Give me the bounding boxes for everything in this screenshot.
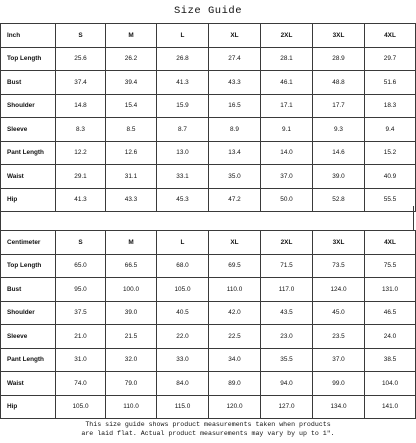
measurement-value: 26.8 [157, 47, 209, 71]
measurement-value: 40.9 [365, 165, 416, 189]
measurement-value: 141.0 [365, 395, 416, 419]
measurement-value: 35.5 [261, 348, 313, 372]
measurement-value: 69.5 [209, 254, 261, 278]
measurement-value: 22.5 [209, 325, 261, 349]
page-title: Size Guide [173, 5, 242, 17]
measurement-value: 110.0 [106, 395, 157, 419]
measurement-value: 117.0 [261, 278, 313, 302]
measurement-value: 43.3 [209, 71, 261, 95]
header-row [1, 24, 416, 48]
measurement-label: Waist [1, 165, 56, 189]
measurement-value: 9.3 [313, 118, 365, 142]
table-row [1, 118, 416, 142]
measurement-value: 29.7 [365, 47, 416, 71]
size-header: 3XL [313, 24, 365, 48]
size-header: 2XL [261, 231, 313, 255]
measurement-value: 8.3 [56, 118, 106, 142]
measurement-label: Bust [1, 71, 56, 95]
measurement-value: 15.9 [157, 94, 209, 118]
measurement-value: 14.0 [261, 141, 313, 165]
size-header: 3XL [313, 231, 365, 255]
measurement-value: 13.0 [157, 141, 209, 165]
size-header: 2XL [261, 24, 313, 48]
measurement-value: 127.0 [261, 395, 313, 419]
size-header: XL [209, 24, 261, 48]
measurement-value: 14.6 [313, 141, 365, 165]
measurement-value: 94.0 [261, 372, 313, 396]
measurement-value: 24.0 [365, 325, 416, 349]
measurement-label: Sleeve [1, 118, 56, 142]
measurement-value: 8.5 [106, 118, 157, 142]
measurement-value: 41.3 [157, 71, 209, 95]
measurement-value: 12.6 [106, 141, 157, 165]
measurement-value: 29.1 [56, 165, 106, 189]
measurement-value: 28.9 [313, 47, 365, 71]
measurement-label: Pant Length [1, 348, 56, 372]
measurement-value: 26.2 [106, 47, 157, 71]
measurement-value: 46.5 [365, 301, 416, 325]
measurement-value: 37.4 [56, 71, 106, 95]
size-header: 4XL [365, 24, 416, 48]
measurement-value: 100.0 [106, 278, 157, 302]
measurement-value: 37.0 [313, 348, 365, 372]
measurement-value: 71.5 [261, 254, 313, 278]
table-spacer [0, 206, 414, 230]
size-header: L [157, 24, 209, 48]
measurement-label: Bust [1, 278, 56, 302]
size-header: L [157, 231, 209, 255]
measurement-value: 45.3 [157, 188, 209, 212]
measurement-label: Sleeve [1, 325, 56, 349]
table-row [1, 94, 416, 118]
centimeter-size-table [0, 230, 416, 419]
measurement-value: 39.0 [313, 165, 365, 189]
measurement-value: 68.0 [157, 254, 209, 278]
measurement-value: 131.0 [365, 278, 416, 302]
note-line-1: This size guide shows product measurements taken when products [85, 421, 331, 428]
table-row [1, 348, 416, 372]
measurement-value: 46.1 [261, 71, 313, 95]
measurement-value: 33.1 [157, 165, 209, 189]
measurement-value: 95.0 [56, 278, 106, 302]
measurement-value: 43.3 [106, 188, 157, 212]
measurement-value: 45.0 [313, 301, 365, 325]
measurement-value: 35.0 [209, 165, 261, 189]
unit-label: Centimeter [1, 231, 56, 255]
measurement-value: 34.0 [209, 348, 261, 372]
measurement-value: 89.0 [209, 372, 261, 396]
measurement-value: 65.0 [56, 254, 106, 278]
measurement-value: 74.0 [56, 372, 106, 396]
size-header: S [56, 231, 106, 255]
measurement-value: 32.0 [106, 348, 157, 372]
table-row [1, 301, 416, 325]
measurement-value: 110.0 [209, 278, 261, 302]
measurement-value: 66.5 [106, 254, 157, 278]
measurement-value: 99.0 [313, 372, 365, 396]
measurement-value: 9.4 [365, 118, 416, 142]
measurement-value: 15.4 [106, 94, 157, 118]
measurement-value: 9.1 [261, 118, 313, 142]
measurement-label: Top Length [1, 254, 56, 278]
measurement-value: 73.5 [313, 254, 365, 278]
measurement-label: Hip [1, 188, 56, 212]
measurement-value: 115.0 [157, 395, 209, 419]
measurement-value: 124.0 [313, 278, 365, 302]
measurement-value: 8.7 [157, 118, 209, 142]
table-row [1, 71, 416, 95]
measurement-value: 120.0 [209, 395, 261, 419]
measurement-value: 16.5 [209, 94, 261, 118]
measurement-value: 38.5 [365, 348, 416, 372]
table-row [1, 254, 416, 278]
measurement-value: 31.1 [106, 165, 157, 189]
measurement-value: 12.2 [56, 141, 106, 165]
measurement-label: Top Length [1, 47, 56, 71]
measurement-value: 27.4 [209, 47, 261, 71]
measurement-value: 37.0 [261, 165, 313, 189]
size-header: M [106, 24, 157, 48]
table-row [1, 325, 416, 349]
measurement-value: 48.8 [313, 71, 365, 95]
inch-size-table [0, 23, 416, 212]
measurement-value: 13.4 [209, 141, 261, 165]
measurement-value: 18.3 [365, 94, 416, 118]
measurement-value: 33.0 [157, 348, 209, 372]
measurement-value: 105.0 [157, 278, 209, 302]
measurement-value: 17.1 [261, 94, 313, 118]
measurement-value: 28.1 [261, 47, 313, 71]
table-row [1, 165, 416, 189]
size-header: M [106, 231, 157, 255]
measurement-label: Waist [1, 372, 56, 396]
table-row [1, 47, 416, 71]
measurement-value: 21.5 [106, 325, 157, 349]
measurement-value: 75.5 [365, 254, 416, 278]
table-row [1, 278, 416, 302]
measurement-value: 17.7 [313, 94, 365, 118]
measurement-value: 84.0 [157, 372, 209, 396]
note-line-2: are laid flat. Actual product measurements may vary by up to 1". [81, 429, 335, 437]
measurement-value: 51.6 [365, 71, 416, 95]
measurement-value: 52.8 [313, 188, 365, 212]
measurement-value: 55.5 [365, 188, 416, 212]
measurement-value: 50.0 [261, 188, 313, 212]
measurement-value: 25.6 [56, 47, 106, 71]
measurement-value: 79.0 [106, 372, 157, 396]
measurement-value: 23.0 [261, 325, 313, 349]
size-header: 4XL [365, 231, 416, 255]
unit-label: Inch [1, 24, 56, 48]
size-header: S [56, 24, 106, 48]
measurement-note [0, 421, 416, 438]
measurement-value: 22.0 [157, 325, 209, 349]
measurement-label: Hip [1, 395, 56, 419]
measurement-value: 21.0 [56, 325, 106, 349]
measurement-value: 15.2 [365, 141, 416, 165]
measurement-label: Shoulder [1, 301, 56, 325]
measurement-label: Pant Length [1, 141, 56, 165]
measurement-value: 39.4 [106, 71, 157, 95]
measurement-value: 40.5 [157, 301, 209, 325]
measurement-value: 31.0 [56, 348, 106, 372]
measurement-value: 39.0 [106, 301, 157, 325]
measurement-value: 42.0 [209, 301, 261, 325]
measurement-value: 37.5 [56, 301, 106, 325]
table-row [1, 372, 416, 396]
measurement-value: 105.0 [56, 395, 106, 419]
table-row [1, 395, 416, 419]
measurement-value: 43.5 [261, 301, 313, 325]
table-row [1, 141, 416, 165]
measurement-label: Shoulder [1, 94, 56, 118]
size-header: XL [209, 231, 261, 255]
header-row [1, 231, 416, 255]
measurement-value: 8.9 [209, 118, 261, 142]
measurement-value: 41.3 [56, 188, 106, 212]
measurement-value: 134.0 [313, 395, 365, 419]
measurement-value: 47.2 [209, 188, 261, 212]
measurement-value: 104.0 [365, 372, 416, 396]
measurement-value: 23.5 [313, 325, 365, 349]
measurement-value: 14.8 [56, 94, 106, 118]
